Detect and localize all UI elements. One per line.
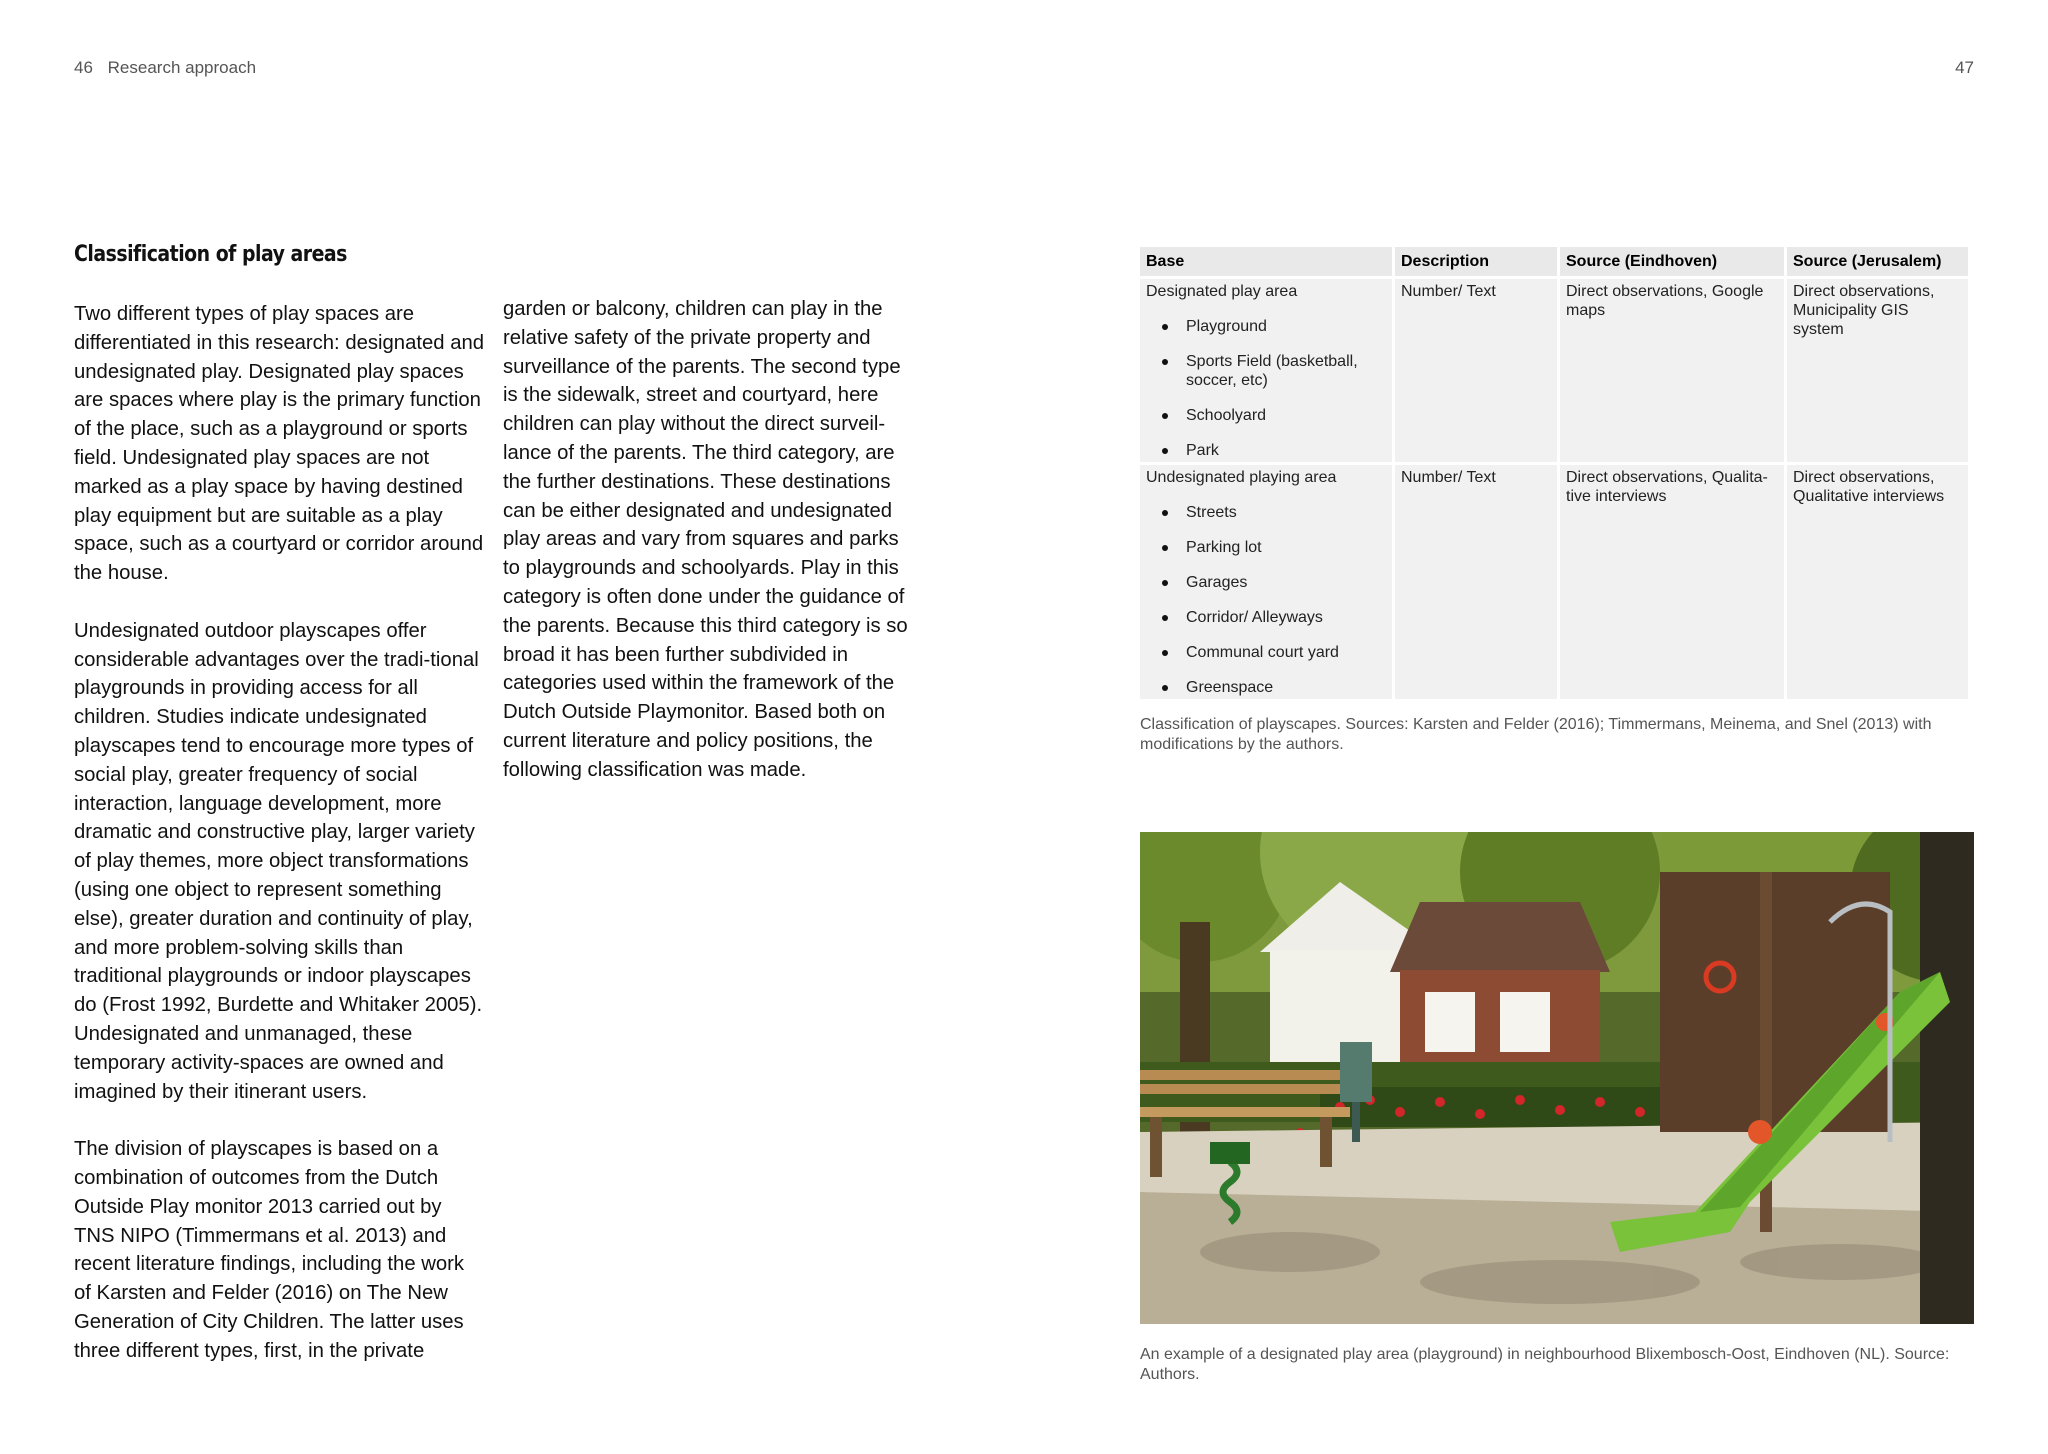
section-title: Research approach [107,58,257,77]
table-cell-description: Number/ Text [1395,465,1557,699]
table-row [1140,279,1968,465]
photo-caption: An example of a designated play area (playground) in neighbourhood Blixembosch-Oost, Eindhoven (NL). Source: Authors. [1140,1346,1950,1383]
classification-table [1137,247,1971,699]
list-item: Garages [1160,573,1386,592]
list-item: Communal court yard [1160,643,1386,662]
list-item: Streets [1160,503,1386,522]
text-column-middle [503,295,915,813]
table-cell-description: Number/ Text [1395,279,1557,465]
table-cell-source-jerusalem: Direct observations, Municipality GIS system [1787,279,1968,465]
list-item: Parking lot [1160,538,1386,557]
paragraph: Undesignated outdoor playscapes offer considerable advantages over the tradi-tional playgrounds in providing access for all children. Studies indicate undesignated playscapes tend to encourage more types of social play, greater frequency of social interaction, language development, more dramatic and constructive play, larger variety of play themes, more object transformations (using one object to represent something else), greater duration and continuity of play, and more problem-solving skills than traditional playgrounds or indoor playscapes do (Frost 1992, Burdette and Whitaker 2005). Undesignated and unmanaged, these temporary activity-spaces are owned and imagined by their itinerant users. [74,619,483,1103]
right-page-number: 47 [1955,58,1974,77]
list-item: Sports Field (basketball, soccer, etc) [1160,352,1386,390]
left-page-number: 46 [74,58,93,77]
table-caption: Classification of playscapes. Sources: Karsten and Felder (2016); Timmermans, Meinema, and Snel (2013) with modifications by the authors. [1140,716,1932,753]
column-header-source-jerusalem: Source (Jerusalem) [1787,247,1968,279]
table-header-row [1140,247,1968,279]
text-column-left [74,300,486,1394]
column-header-base: Base [1140,247,1392,279]
list-item: Greenspace [1160,678,1386,697]
column-header-source-eindhoven: Source (Eindhoven) [1560,247,1784,279]
base-label: Undesignated playing area [1146,469,1337,486]
playground-photo [1140,832,1974,1324]
list-item: Schoolyard [1160,406,1386,425]
table-row [1140,465,1968,699]
table-cell-source-eindhoven: Direct observations, Qualita-tive interviews [1560,465,1784,699]
table-cell-base [1140,279,1392,465]
column-header-description: Description [1395,247,1557,279]
list-item: Park [1160,441,1386,460]
list-item: Corridor/ Alleyways [1160,608,1386,627]
paragraph: garden or balcony, children can play in the relative safety of the private property and surveillance of the parents. The second type is the sidewalk, street and courtyard, here children can play without the direct surveil-lance of the parents. The third category, are the further destinations. These destinations can be either designated and undesignated play areas and vary from squares and parks to playgrounds and schoolyards. Play in this category is often done under the guidance of the parents. Because this third category is so broad it has been further subdivided in categories used within the framework of the Dutch Outside Playmonitor. Based both on current literature and policy positions, the following classification was made. [503,298,908,781]
paragraph: The division of playscapes is based on a combination of outcomes from the Dutch Outside Play monitor 2013 carried out by TNS NIPO (Timmermans et al. 2013) and recent literature findings, including the work of Karsten and Felder (2016) on The New Generation of City Children. The latter uses three different types, first, in the private [74,1138,465,1362]
base-label: Designated play area [1146,283,1298,300]
running-header [74,58,256,78]
bullet-list [1146,317,1386,460]
list-item: Playground [1160,317,1386,336]
section-heading: Classification of play areas [74,242,347,267]
table-cell-source-jerusalem: Direct observations, Qualitative interviews [1787,465,1968,699]
table-cell-base [1140,465,1392,699]
table-cell-source-eindhoven: Direct observations, Google maps [1560,279,1784,465]
paragraph: Two different types of play spaces are differentiated in this research: designated and undesignated play. Designated play spaces are spaces where play is the primary function of the place, such as a playground or sports field. Undesignated play spaces are not marked as a play space by having destined play equipment but are suitable as a play space, such as a courtyard or corridor around the house. [74,303,485,585]
bullet-list [1146,503,1386,697]
